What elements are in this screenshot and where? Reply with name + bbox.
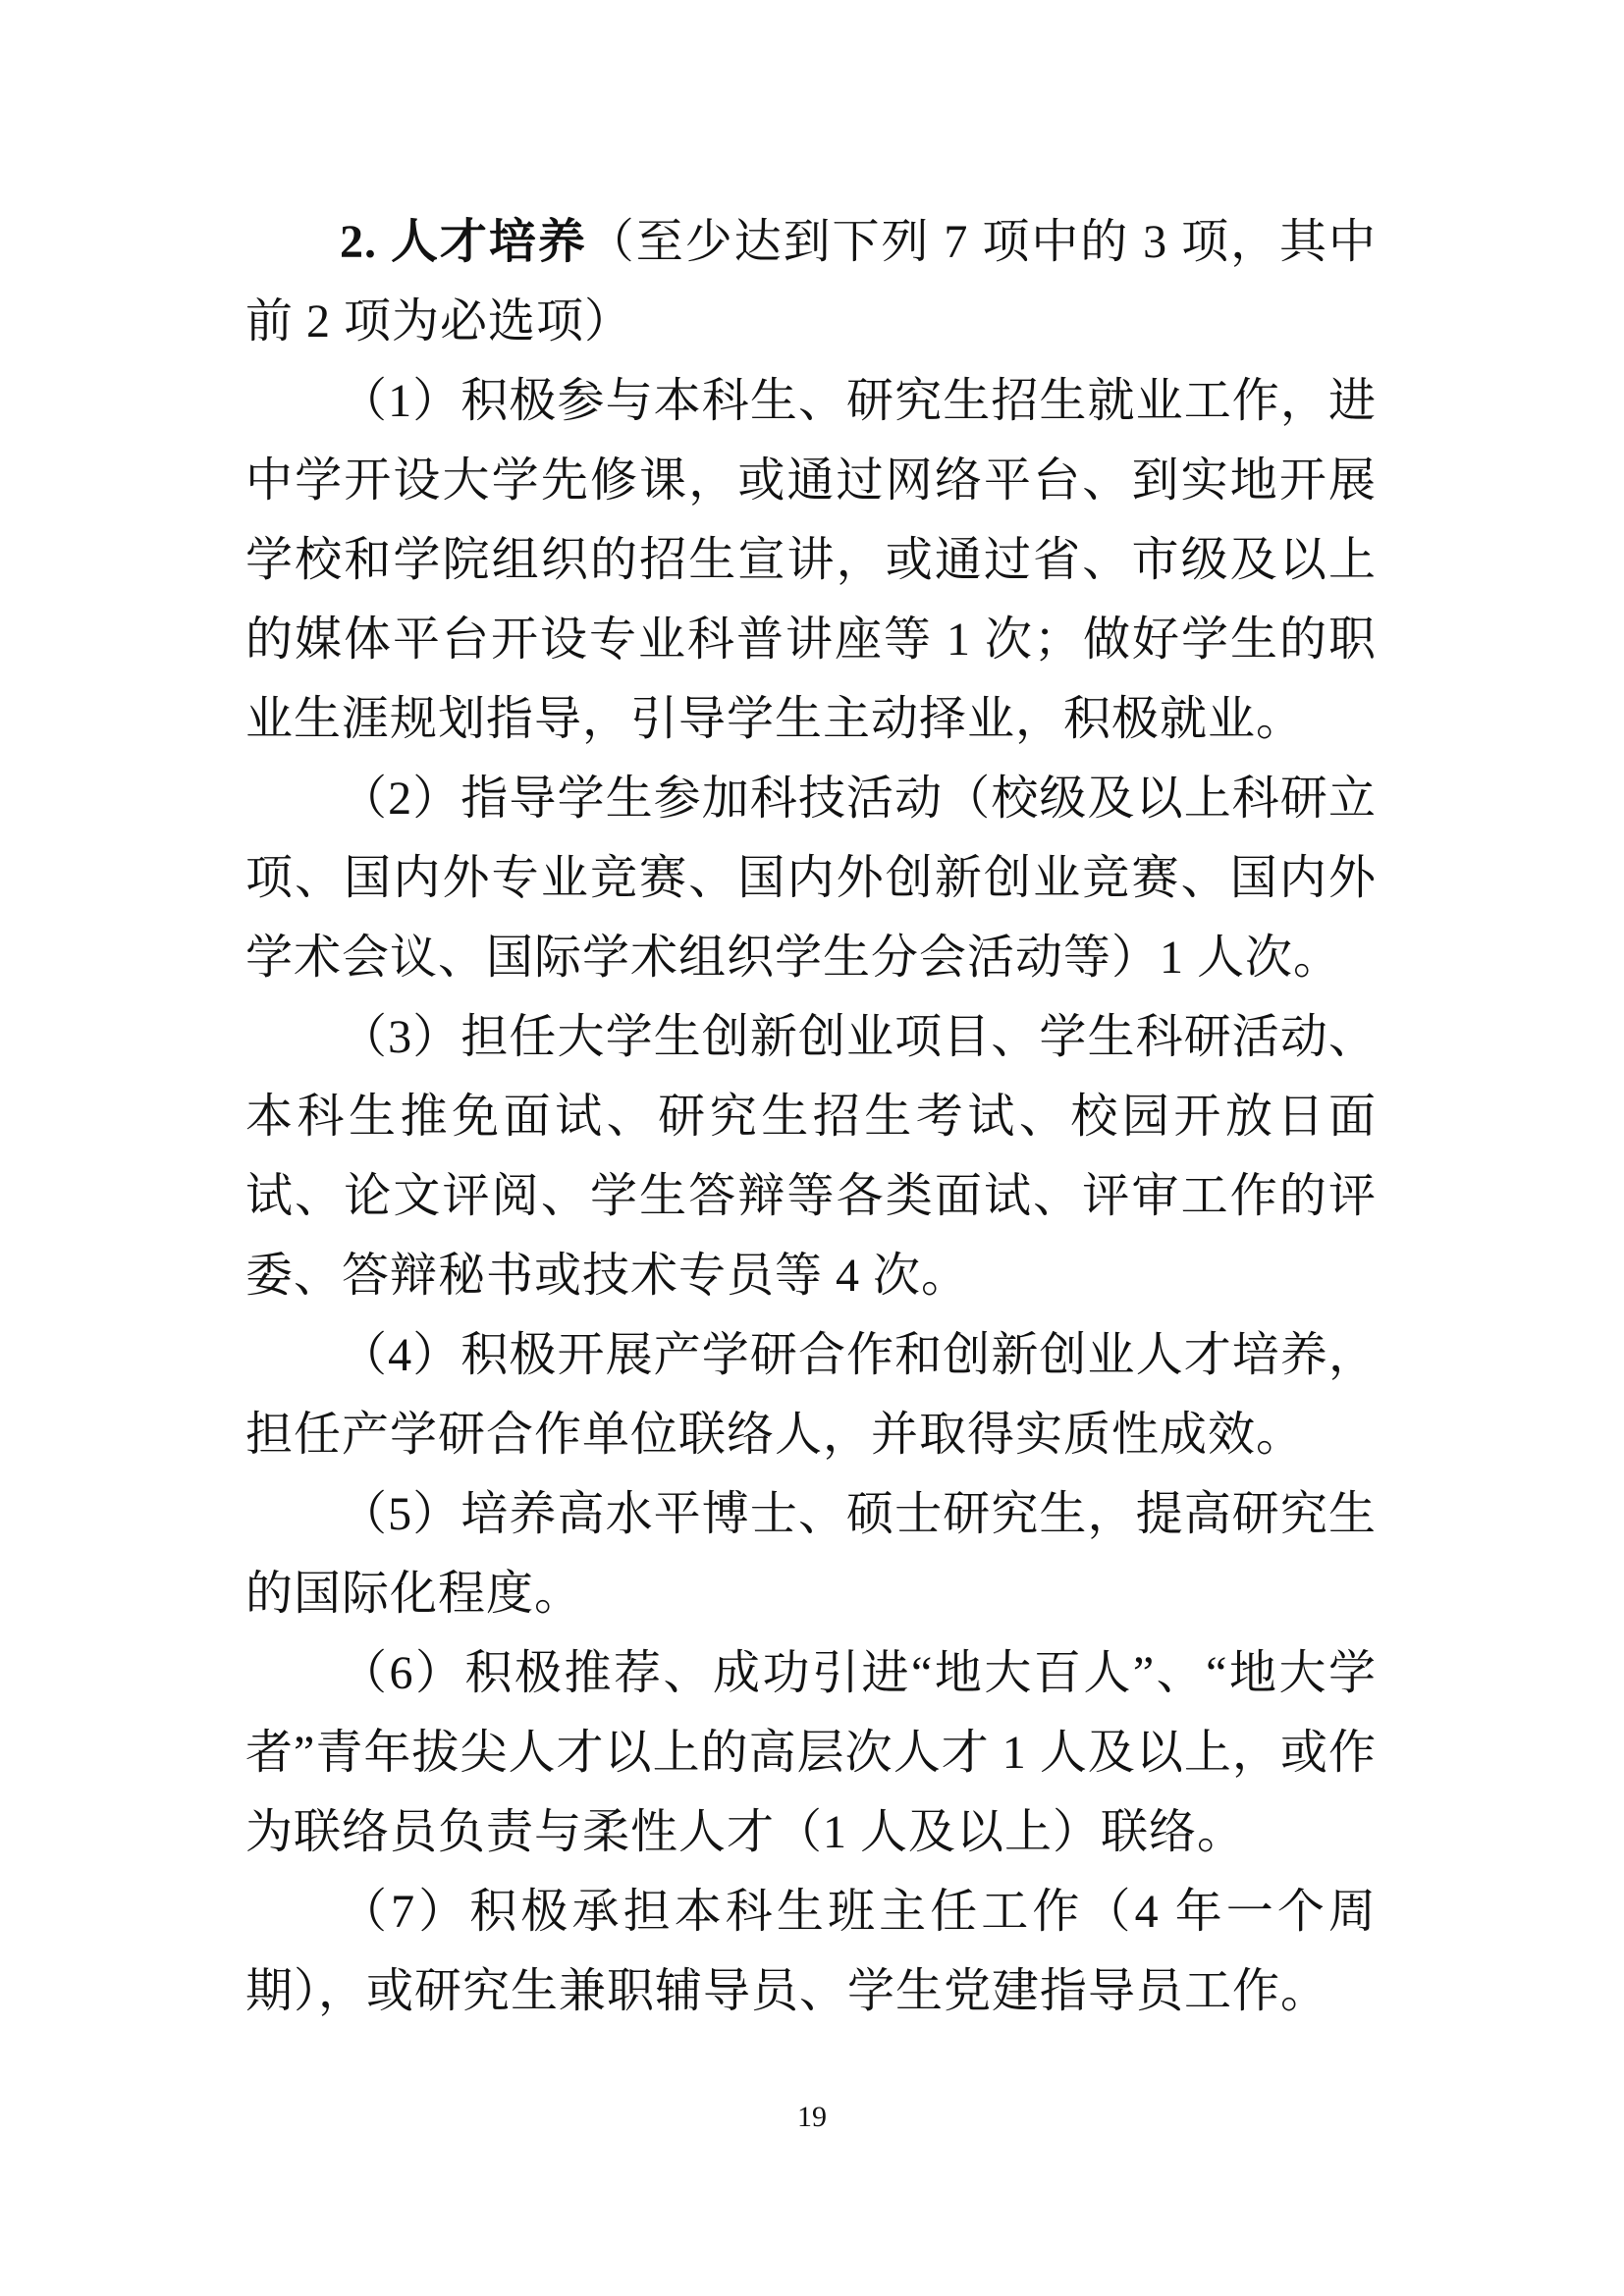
page-number: 19 [797,2101,827,2133]
page-footer [0,2101,1624,2134]
section-heading-number: 2. 人才培养 [340,216,587,268]
paragraph-item-4: （4）积极开展产学研合作和创新创业人才培养，担任产学研合作单位联络人，并取得实质性成效。 [245,1329,1377,1461]
paragraph-item-3: （3）担任大学生创新创业项目、学生科研活动、本科生推免面试、研究生招生考试、校园开放日面试、论文评阅、学生答辩等各类面试、评审工作的评委、答辩秘书或技术专员等 4 次。 [245,1011,1377,1302]
paragraph-item-2: （2）指导学生参加科技活动（校级及以上科研立项、国内外专业竞赛、国内外创新创业竞赛、国内外学术会议、国际学术组织学生分会活动等）1 人次。 [245,773,1377,984]
paragraph-item-7: （7）积极承担本科生班主任工作（4 年一个周期），或研究生兼职辅导员、学生党建指导员工作。 [245,1886,1377,2017]
document-body [245,202,1377,2031]
paragraph-item-6: （6）积极推荐、成功引进“地大百人”、“地大学者”青年拔尖人才以上的高层次人才 1 人及以上，或作为联络员负责与柔性人才（1 人及以上）联络。 [245,1647,1377,1858]
section-heading-parenthetical: （至少达到下列 7 项中的 3 项，其中前 2 项为必选项） [245,216,1377,347]
paragraph-item-5: （5）培养高水平博士、硕士研究生，提高研究生的国际化程度。 [245,1488,1377,1620]
section-heading [245,202,1377,361]
paragraph-item-1: （1）积极参与本科生、研究生招生就业工作，进中学开设大学先修课，或通过网络平台、到实地开展学校和学院组织的招生宣讲，或通过省、市级及以上的媒体平台开设专业科普讲座等 1 次；做好学生的职业生涯规划指导，引导学生主动择业，积极就业。 [245,375,1377,745]
